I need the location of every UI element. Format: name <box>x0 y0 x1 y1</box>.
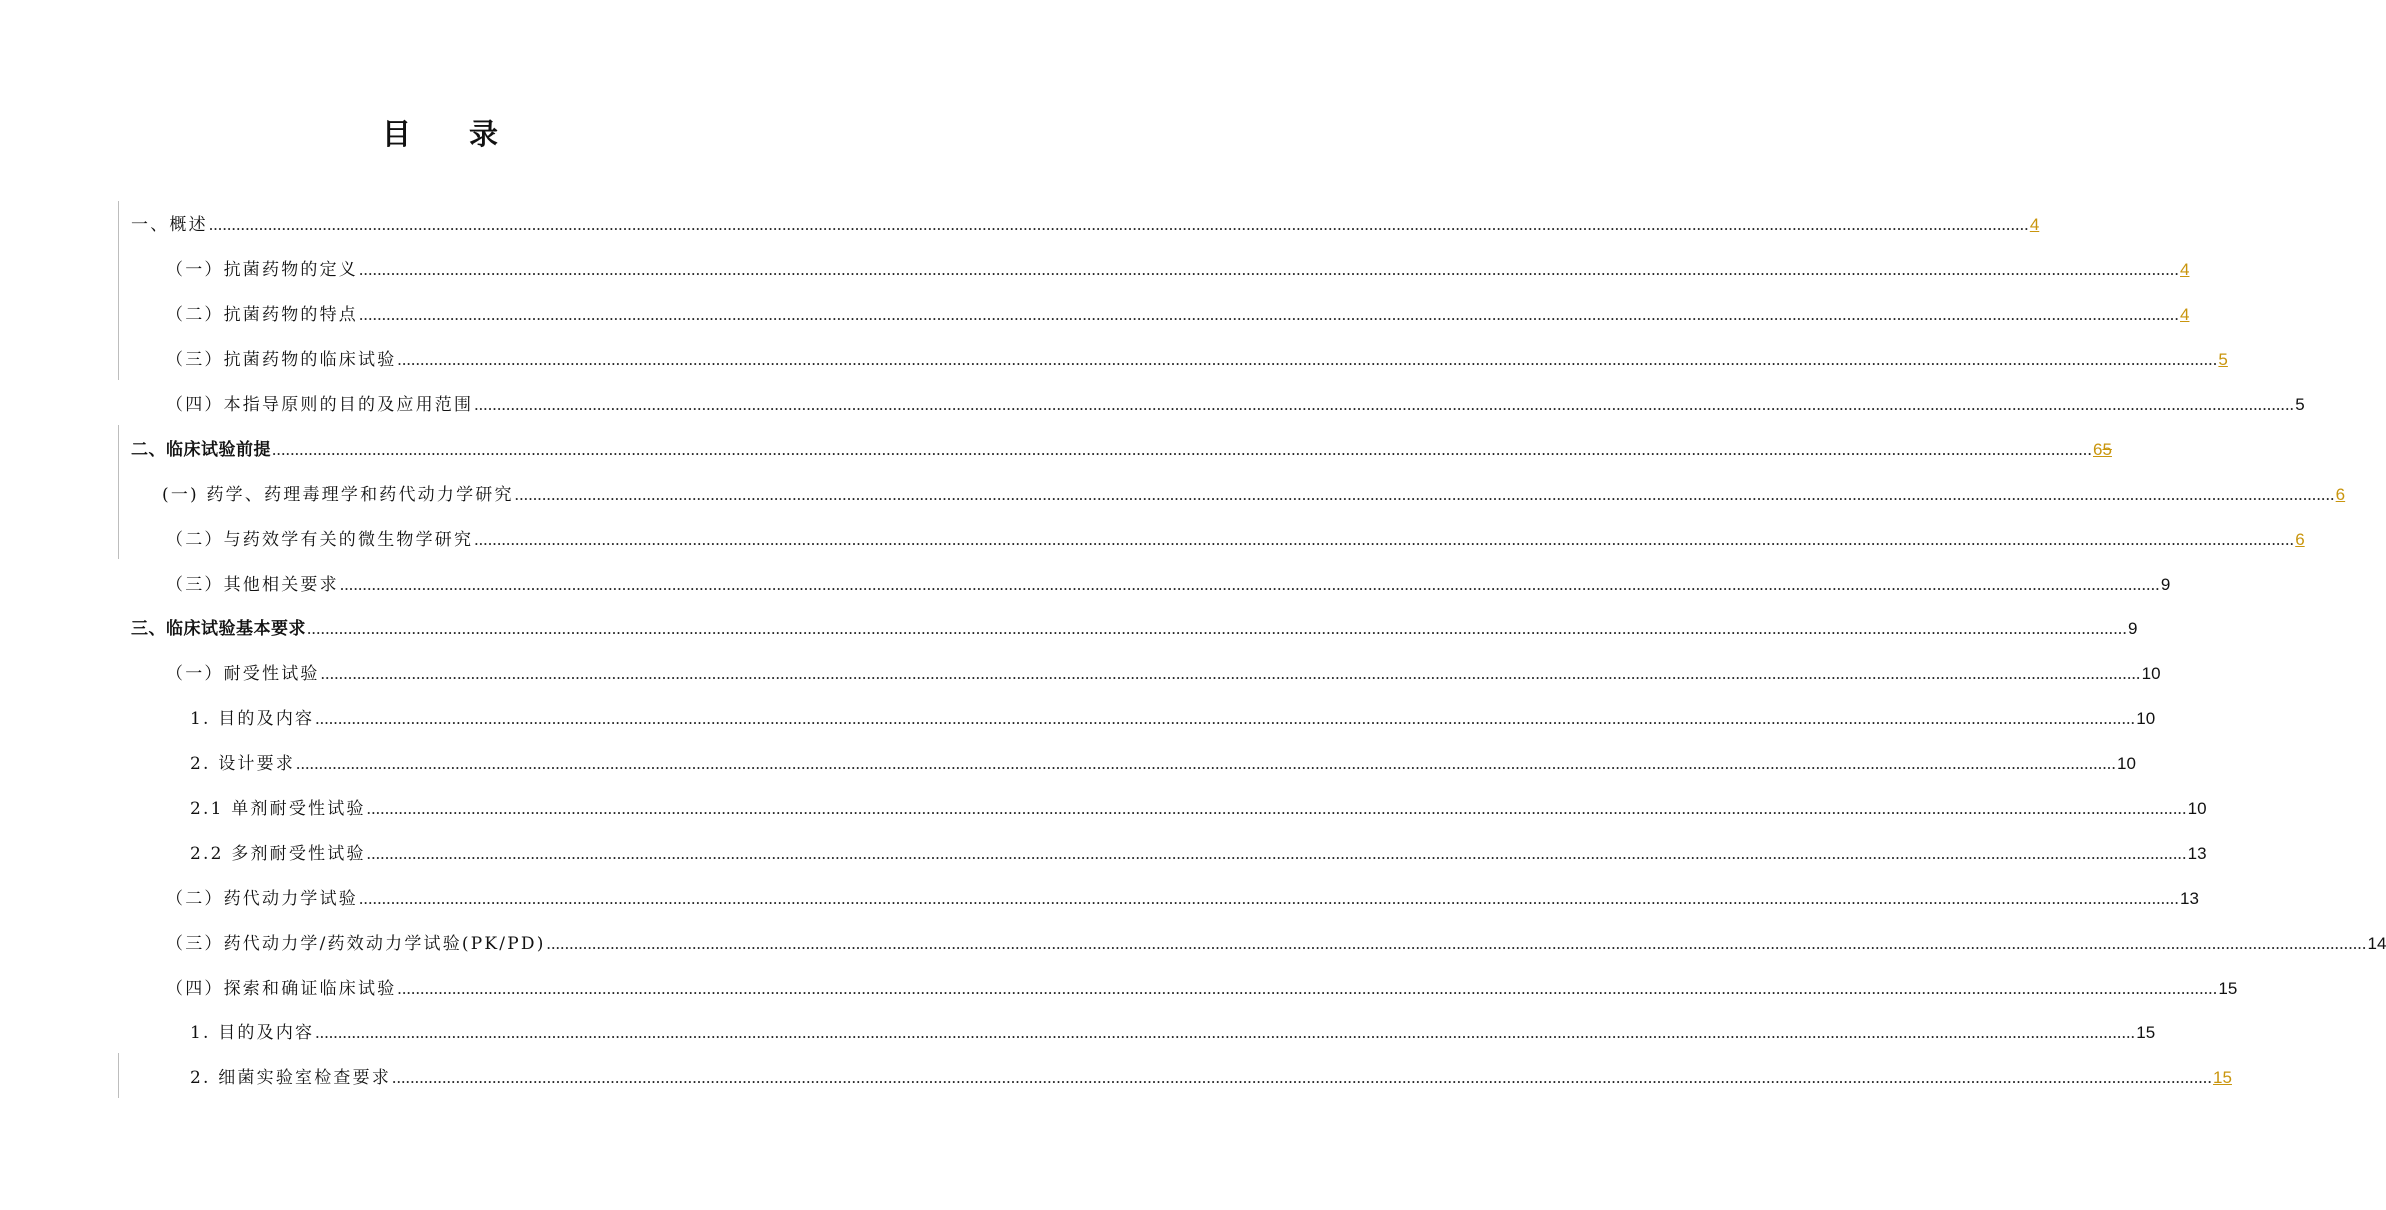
dot-leader: ................................................................................................................................................................................................................................................................................................................................................................................................................ <box>208 215 2029 235</box>
dot-leader: ................................................................................................................................................................................................................................................................................................................................................................................................................ <box>296 754 2117 774</box>
toc-entry[interactable] <box>0 472 2346 517</box>
title-char-1: 目 <box>381 117 411 151</box>
inserted-page-number: 6 <box>2093 439 2103 459</box>
dot-leader: ................................................................................................................................................................................................................................................................................................................................................................................................................ <box>320 664 2141 684</box>
toc-page-number[interactable]: 4 <box>2180 260 2190 280</box>
toc-entry[interactable] <box>0 1056 2232 1101</box>
deleted-page-number: 5 <box>2102 439 2112 459</box>
toc-label: (一) 药学、药理毒理学和药代动力学研究 <box>162 484 514 505</box>
dot-leader: ................................................................................................................................................................................................................................................................................................................................................................................................................ <box>359 305 2179 325</box>
toc-entry[interactable] <box>0 831 2207 876</box>
title-char-2: 录 <box>469 117 499 151</box>
toc-page-number[interactable]: 13 <box>2187 843 2207 863</box>
toc-page-number[interactable]: 4 <box>2180 305 2190 325</box>
toc-label: 2.1 单剂耐受性试验 <box>190 799 366 820</box>
toc-entry[interactable] <box>0 517 2305 562</box>
toc-page-number[interactable]: 15 <box>2213 1068 2232 1088</box>
toc-entry[interactable] <box>0 427 2112 472</box>
toc-label: 一、概述 <box>131 215 208 236</box>
toc-label: （一）耐受性试验 <box>166 664 320 685</box>
toc-entry[interactable] <box>0 921 2386 966</box>
toc-page-number[interactable]: 14 <box>2367 933 2386 953</box>
dot-leader: ................................................................................................................................................................................................................................................................................................................................................................................................................ <box>546 933 2367 953</box>
toc-page-number[interactable]: 6 <box>2335 484 2346 504</box>
toc-entry[interactable] <box>0 1011 2156 1056</box>
toc-entry[interactable] <box>0 652 2161 697</box>
toc-page-number[interactable] <box>2093 439 2112 461</box>
dot-leader: ................................................................................................................................................................................................................................................................................................................................................................................................................ <box>397 350 2218 370</box>
toc-label: （四）本指导原则的目的及应用范围 <box>166 395 474 415</box>
toc-label: 三、临床试验基本要求 <box>131 619 306 640</box>
toc-entry[interactable] <box>0 293 2190 338</box>
toc-page-number[interactable]: 4 <box>2029 215 2040 235</box>
toc-page-number[interactable]: 9 <box>2160 574 2171 594</box>
page-title <box>0 112 880 153</box>
toc-page-number[interactable]: 10 <box>2187 799 2207 819</box>
toc-page-number[interactable]: 10 <box>2117 754 2136 774</box>
toc-entry[interactable] <box>0 876 2199 921</box>
toc-page-number[interactable]: 5 <box>2218 350 2228 370</box>
toc-label: （四）探索和确证临床试验 <box>166 978 397 999</box>
dot-leader: ................................................................................................................................................................................................................................................................................................................................................................................................................ <box>339 574 2160 594</box>
dot-leader: ................................................................................................................................................................................................................................................................................................................................................................................................................ <box>307 619 2127 639</box>
dot-leader: ................................................................................................................................................................................................................................................................................................................................................................................................................ <box>315 1023 2136 1043</box>
toc-page-number[interactable]: 9 <box>2128 619 2138 639</box>
toc-label: 2. 细菌实验室检查要求 <box>190 1068 392 1089</box>
toc-label: 1. 目的及内容 <box>190 709 315 730</box>
dot-leader: ................................................................................................................................................................................................................................................................................................................................................................................................................ <box>366 843 2187 863</box>
toc-entry[interactable] <box>0 562 2171 607</box>
toc-label: （三）抗菌药物的临床试验 <box>166 350 397 371</box>
toc-label: （二）抗菌药物的特点 <box>166 305 358 326</box>
toc-label: 2. 设计要求 <box>190 754 296 775</box>
dot-leader: ................................................................................................................................................................................................................................................................................................................................................................................................................ <box>272 439 2092 459</box>
dot-leader: ................................................................................................................................................................................................................................................................................................................................................................................................................ <box>474 395 2295 414</box>
toc-label: 1. 目的及内容 <box>190 1023 315 1044</box>
toc-entry[interactable] <box>0 338 2228 383</box>
toc-page-number[interactable]: 10 <box>2141 664 2161 684</box>
dot-leader: ................................................................................................................................................................................................................................................................................................................................................................................................................ <box>397 978 2218 998</box>
toc-entry[interactable] <box>0 697 2156 742</box>
toc-label: （二）药代动力学试验 <box>166 888 358 909</box>
dot-leader: ................................................................................................................................................................................................................................................................................................................................................................................................................ <box>474 529 2295 549</box>
toc-label: （二）与药效学有关的微生物学研究 <box>166 529 474 550</box>
toc-entry[interactable] <box>0 383 2305 428</box>
toc-label: （三）药代动力学/药效动力学试验(PK/PD) <box>166 933 546 954</box>
dot-leader: ................................................................................................................................................................................................................................................................................................................................................................................................................ <box>392 1068 2213 1088</box>
dot-leader: ................................................................................................................................................................................................................................................................................................................................................................................................................ <box>359 888 2179 908</box>
toc-entry[interactable] <box>0 607 2138 652</box>
toc-label: （一）抗菌药物的定义 <box>166 260 358 281</box>
toc-entry[interactable] <box>0 966 2238 1011</box>
toc-label: 二、临床试验前提 <box>131 439 271 460</box>
toc-page-number[interactable]: 10 <box>2136 709 2156 729</box>
toc-page-number[interactable]: 15 <box>2218 978 2238 998</box>
toc-page-number[interactable]: 15 <box>2136 1023 2156 1043</box>
toc-page-number[interactable]: 13 <box>2180 888 2199 908</box>
dot-leader: ................................................................................................................................................................................................................................................................................................................................................................................................................ <box>315 709 2136 729</box>
dot-leader: ................................................................................................................................................................................................................................................................................................................................................................................................................ <box>366 799 2187 819</box>
toc-label: 2.2 多剂耐受性试验 <box>190 843 366 864</box>
toc-entry[interactable] <box>0 248 2190 293</box>
dot-leader: ................................................................................................................................................................................................................................................................................................................................................................................................................ <box>359 260 2179 280</box>
toc-label: （三）其他相关要求 <box>166 574 339 595</box>
toc-entry[interactable] <box>0 742 2136 787</box>
toc-page-number[interactable]: 5 <box>2295 395 2305 414</box>
toc-entry[interactable] <box>0 787 2207 832</box>
table-of-contents <box>0 203 2386 1101</box>
dot-leader: ................................................................................................................................................................................................................................................................................................................................................................................................................ <box>514 484 2335 504</box>
toc-page-number[interactable]: 6 <box>2295 529 2305 549</box>
toc-entry[interactable] <box>0 203 2040 248</box>
